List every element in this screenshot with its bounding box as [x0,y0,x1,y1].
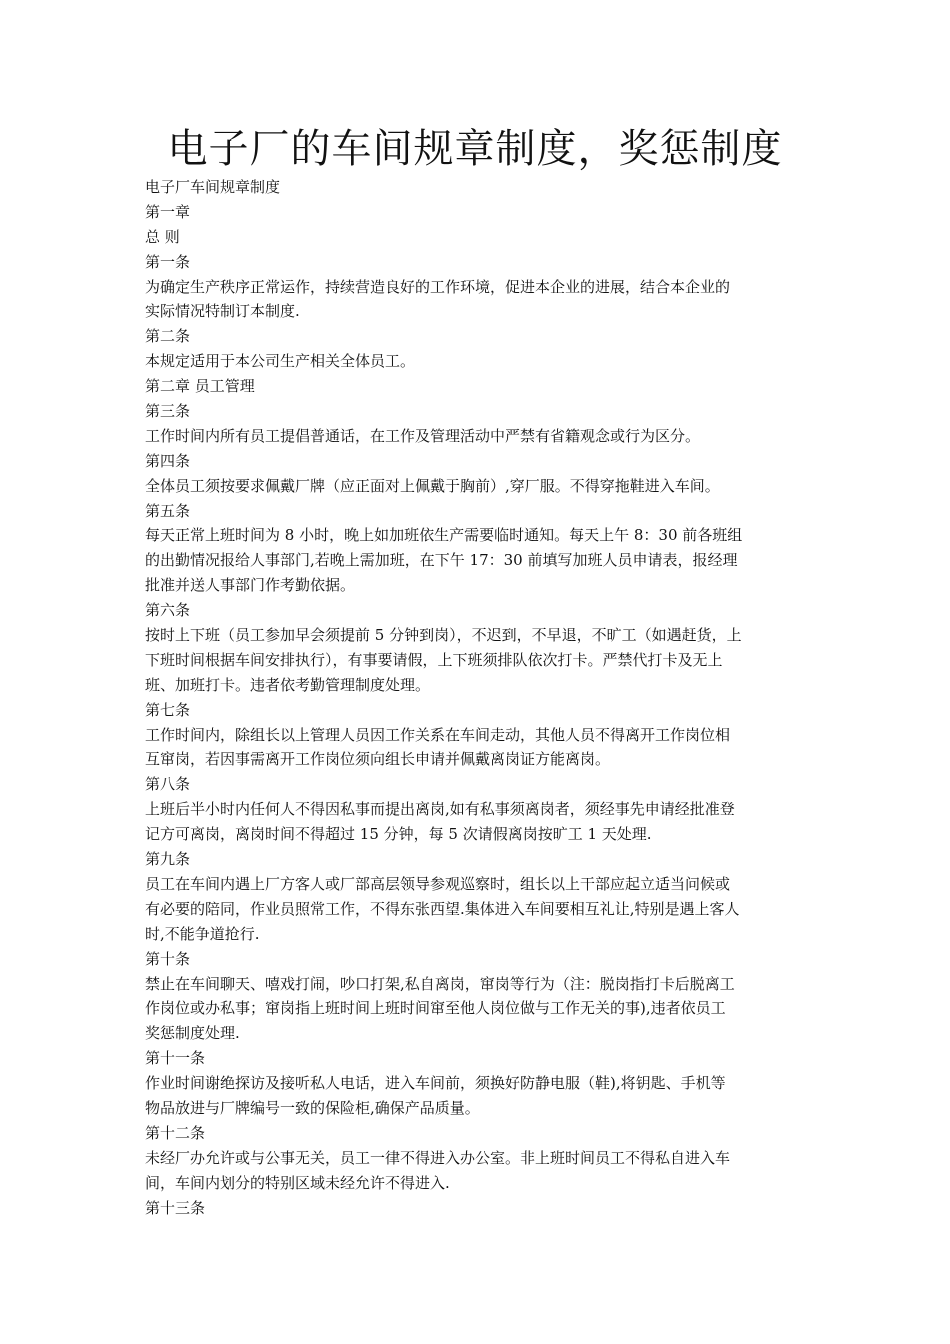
paragraph-line: 未经厂办允许或与公事无关，员工一律不得进入办公室。非上班时间员工不得私自进入车 [145,1148,731,1167]
paragraph-line: 批准并送人事部门作考勤依据。 [145,576,356,595]
paragraph [145,972,810,1047]
text-line: 总 则 [145,227,180,246]
text-line: 第八条 [145,775,191,794]
paragraph [145,1071,810,1121]
text-line: 电子厂车间规章制度 [145,178,281,196]
paragraph [145,797,810,847]
paragraph-line: 互窜岗，若因事需离开工作岗位须向组长申请并佩戴离岗证方能离岗。 [145,750,611,769]
text-line: 第九条 [145,850,191,869]
text-line: 工作时间内所有员工提倡普通话，在工作及管理活动中严禁有省籍观念或行为区分。 [145,426,701,445]
paragraph-line: 员工在车间内遇上厂方客人或厂部高层领导参观巡察时，组长以上干部应起立适当问候或 [145,874,731,893]
text-line: 第十二条 [145,1123,206,1142]
paragraph [145,275,810,325]
document-body [145,175,810,1220]
text-line: 第二条 [145,327,191,346]
paragraph-line: 间，车间内划分的特别区域未经允许不得进入. [145,1173,450,1192]
paragraph-line: 为确定生产秩序正常运作，持续营造良好的工作环境，促进本企业的进展，结合本企业的 [145,277,731,296]
text-line: 第十条 [145,949,191,968]
paragraph [145,623,810,698]
paragraph-line: 工作时间内，除组长以上管理人员因工作关系在车间走动，其他人员不得离开工作岗位相 [145,725,731,744]
paragraph-line: 班、加班打卡。违者依考勤管理制度处理。 [145,675,431,694]
paragraph [145,1146,810,1196]
text-line: 第一条 [145,252,191,271]
text-line: 第一章 [145,202,191,221]
text-line: 第七条 [145,700,191,719]
text-line: 第四条 [145,451,191,470]
text-line: 第五条 [145,501,191,520]
paragraph-line: 物品放进与厂牌编号一致的保险柜,确保产品质量。 [145,1098,480,1117]
paragraph [145,523,810,598]
text-line: 第二章 员工管理 [145,377,255,396]
paragraph-line: 作岗位或办私事；窜岗指上班时间上班时间窜至他人岗位做与工作无关的事),违者依员工 [145,999,726,1018]
text-line: 第十一条 [145,1049,206,1068]
text-line: 第三条 [145,402,191,421]
paragraph-line: 实际情况特制订本制度. [145,302,300,321]
paragraph-line: 按时上下班（员工参加早会须提前 5 分钟到岗），不迟到，不早退，不旷工（如遇赶货，上 [145,626,742,645]
document-title: 电子厂的车间规章制度，奖惩制度 [167,126,783,172]
text-line: 本规定适用于本公司生产相关全体员工。 [145,352,416,371]
paragraph-line: 记方可离岗，离岗时间不得超过 15 分钟，每 5 次请假离岗按旷工 1 天处理. [145,825,652,844]
paragraph-line: 时,不能争道抢行. [145,924,260,943]
paragraph-line: 禁止在车间聊天、嘻戏打闹，吵口打架,私自离岗，窜岗等行为（注：脱岗指打卡后脱离工 [145,974,735,993]
paragraph [145,723,810,773]
paragraph-line: 下班时间根据车间安排执行），有事要请假，上下班须排队依次打卡。严禁代打卡及无上 [145,650,723,669]
paragraph-line: 奖惩制度处理. [145,1024,240,1043]
paragraph-line: 有必要的陪同，作业员照常工作，不得东张西望.集体进入车间要相互礼让,特别是遇上客人 [145,899,740,918]
text-line: 全体员工须按要求佩戴厂牌（应正面对上佩戴于胸前）,穿厂服。不得穿拖鞋进入车间。 [145,476,720,495]
text-line: 第十三条 [145,1198,206,1217]
paragraph-line: 每天正常上班时间为 8 小时，晚上如加班依生产需要临时通知。每天上午 8：30 前各班组 [145,526,743,545]
text-line: 第六条 [145,601,191,620]
paragraph-line: 作业时间谢绝探访及接听私人电话，进入车间前，须换好防静电服（鞋),将钥匙、手机等 [145,1074,726,1093]
paragraph-line: 的出勤情况报给人事部门,若晚上需加班，在下午 17：30 前填写加班人员申请表，报经理 [145,551,738,570]
paragraph [145,872,810,947]
paragraph-line: 上班后半小时内任何人不得因私事而提出离岗,如有私事须离岗者，须经事先申请经批准登 [145,800,735,819]
